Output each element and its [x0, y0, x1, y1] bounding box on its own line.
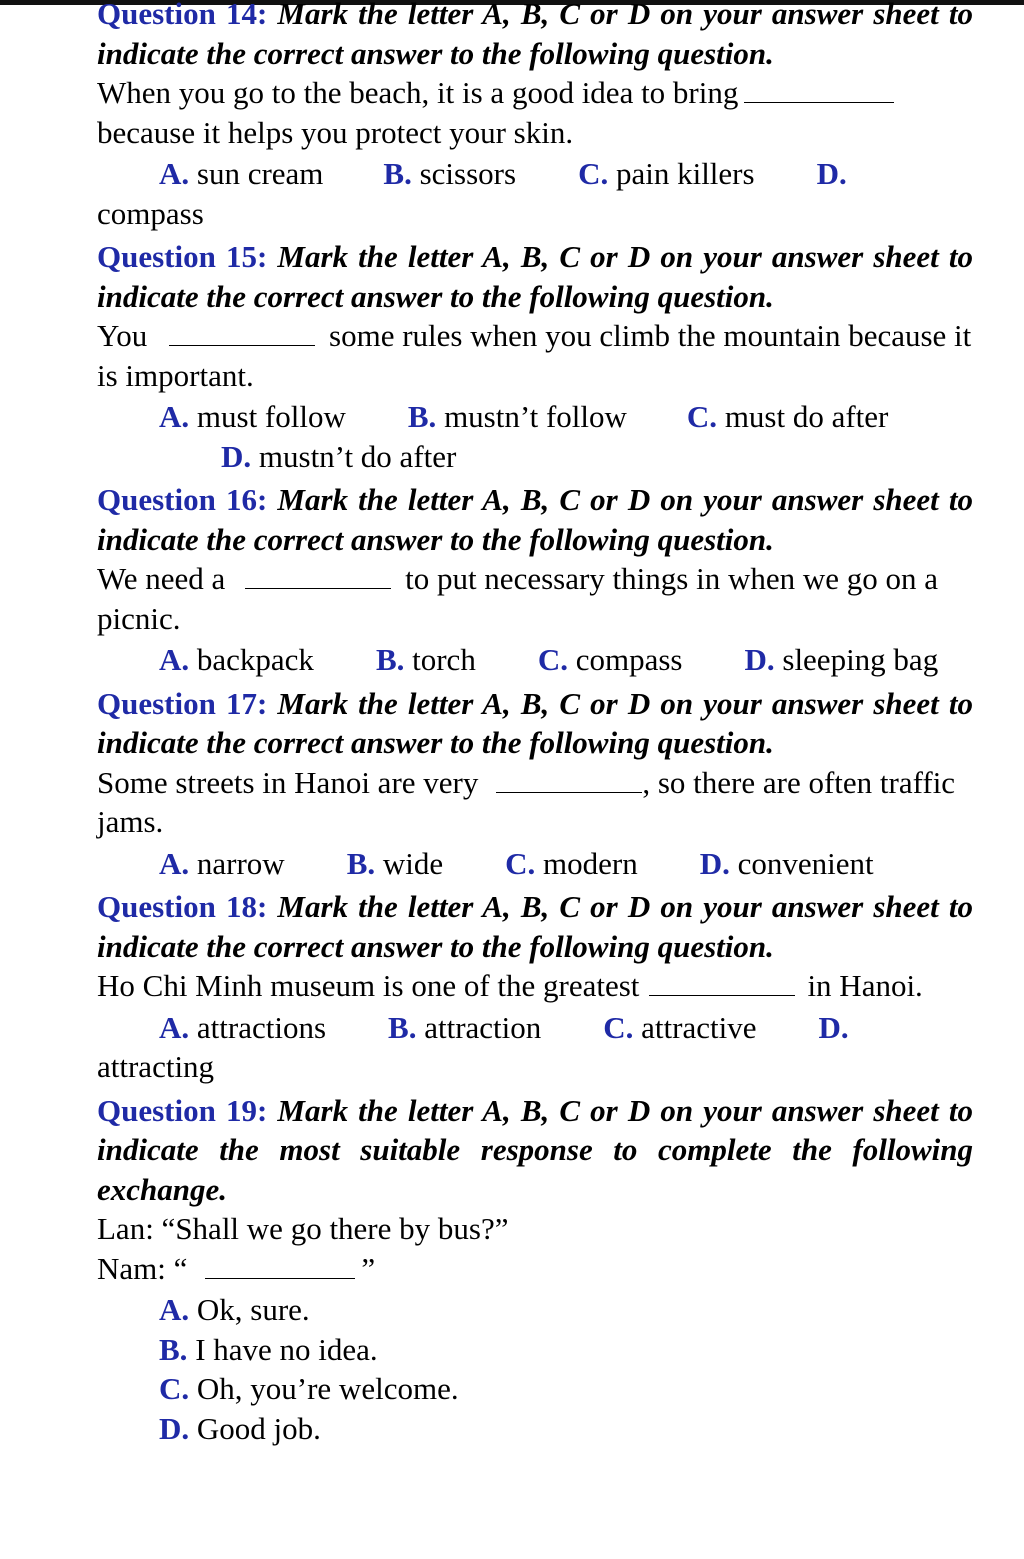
option-letter: A. — [159, 1292, 190, 1327]
stem-after: in Hanoi. — [807, 968, 923, 1003]
option-text: backpack — [196, 642, 314, 677]
option-text: pain killers — [615, 156, 755, 191]
stem-after: to put necessary things in when we go on a picnic. — [97, 561, 938, 636]
option-letter: B. — [407, 399, 437, 434]
option-letter: A. — [159, 399, 190, 434]
option-text: sun cream — [196, 156, 324, 191]
option-letter: D. — [159, 1410, 190, 1446]
option-text: narrow — [196, 845, 285, 881]
option-letter: A. — [159, 642, 190, 677]
option-letter: A. — [159, 1009, 190, 1045]
option-c[interactable] — [538, 640, 683, 680]
question-label: Question 18: — [97, 889, 268, 924]
question-14 — [97, 0, 973, 233]
question-header — [97, 237, 973, 316]
question-label: Question 17: — [97, 685, 268, 721]
option-text: torch — [412, 642, 476, 677]
option-text: sleeping bag — [782, 642, 939, 677]
option-text: wide — [382, 845, 444, 881]
option-b[interactable] — [408, 397, 627, 437]
options-row — [97, 397, 973, 437]
option-text: scissors — [419, 156, 517, 191]
option-c[interactable] — [578, 154, 755, 194]
question-header — [97, 1091, 973, 1210]
option-text: mustn’t follow — [444, 399, 627, 434]
question-19 — [97, 1091, 973, 1449]
option-letter: B. — [375, 642, 405, 677]
stem-before: When you go to the beach, it is a good idea to bring — [97, 75, 739, 110]
option-d-letter[interactable]: D. — [818, 1009, 849, 1045]
option-text: Oh, you’re welcome. — [196, 1371, 459, 1406]
option-d-line — [97, 437, 973, 477]
option-letter: C. — [686, 399, 718, 434]
option-text: mustn’t do after — [258, 438, 457, 474]
option-b[interactable] — [347, 844, 443, 884]
option-d-text[interactable]: attracting — [97, 1049, 215, 1084]
option-text: I have no idea. — [195, 1331, 378, 1367]
question-15 — [97, 237, 973, 476]
option-letter: B. — [159, 1331, 188, 1367]
option-text: attractive — [641, 1009, 757, 1045]
option-c[interactable] — [603, 1008, 756, 1048]
option-a[interactable] — [159, 397, 346, 437]
answer-blank — [649, 969, 795, 996]
option-letter: D. — [699, 845, 730, 881]
answer-blank — [205, 1252, 355, 1279]
option-letter: A. — [159, 845, 190, 881]
options-row — [97, 844, 973, 884]
option-d[interactable] — [700, 844, 874, 884]
stem-before: Ho Chi Minh museum is one of the greatest — [97, 968, 640, 1003]
stem-before: We need a — [97, 561, 226, 596]
option-a[interactable] — [159, 154, 323, 194]
dialogue-line-lan: Lan: “Shall we go there by bus?” — [97, 1211, 509, 1246]
question-instruction: Mark the letter A, B, C or D on your answer sheet to indicate the correct answer to the following question. — [97, 685, 973, 760]
question-16 — [97, 480, 973, 680]
option-text: convenient — [737, 845, 874, 881]
options-row — [97, 1008, 973, 1048]
stem-before: Some streets in Hanoi are very — [97, 764, 479, 800]
option-a[interactable] — [159, 640, 314, 680]
option-text: must follow — [196, 399, 346, 434]
stem-after: because it helps you protect your skin. — [97, 114, 574, 150]
option-letter: C. — [505, 845, 536, 881]
option-text: compass — [575, 642, 683, 677]
question-label: Question 19: — [97, 1092, 268, 1128]
answer-blank — [245, 562, 391, 589]
option-c[interactable] — [159, 1369, 973, 1409]
question-instruction: Mark the letter A, B, C or D on your answer sheet to indicate the correct answer to the following question. — [97, 482, 973, 557]
options-row — [97, 154, 973, 194]
question-stem — [97, 966, 973, 1006]
options-list — [97, 1290, 973, 1448]
option-d-text[interactable]: compass — [97, 195, 204, 231]
stem-after: some rules when you climb the mountain because it is important. — [97, 318, 972, 393]
dialogue-nam-close: ” — [361, 1250, 376, 1286]
option-c[interactable] — [505, 844, 638, 884]
question-stem — [97, 73, 973, 152]
options-row — [97, 640, 973, 680]
question-17 — [97, 684, 973, 884]
question-18 — [97, 887, 973, 1087]
option-d[interactable] — [159, 1409, 973, 1449]
option-letter: A. — [159, 156, 190, 191]
option-a[interactable] — [159, 1290, 973, 1330]
option-letter: C. — [578, 156, 609, 191]
question-label: Question 16: — [97, 482, 268, 517]
option-letter: D. — [744, 642, 775, 677]
question-label: Question 14: — [97, 0, 268, 31]
option-text: attractions — [196, 1009, 327, 1045]
question-header — [97, 887, 973, 966]
option-letter: D. — [221, 438, 252, 474]
option-letter: C. — [537, 642, 568, 677]
answer-blank — [169, 319, 315, 346]
dialogue-line-nam — [97, 1249, 973, 1289]
worksheet-page — [97, 0, 973, 1452]
option-d[interactable] — [744, 640, 938, 680]
option-letter: B. — [346, 845, 376, 881]
option-d-letter[interactable]: D. — [816, 156, 847, 191]
option-letter: B. — [388, 1009, 417, 1045]
option-b[interactable] — [376, 640, 476, 680]
question-stem — [97, 763, 973, 842]
option-letter: C. — [603, 1009, 634, 1045]
option-letter: C. — [159, 1371, 190, 1406]
question-stem — [97, 559, 973, 638]
option-text: attraction — [424, 1009, 542, 1045]
question-header — [97, 684, 973, 763]
stem-before: You — [97, 318, 148, 353]
question-header — [97, 0, 973, 73]
question-header — [97, 480, 973, 559]
option-b[interactable] — [383, 154, 516, 194]
option-b[interactable] — [388, 1008, 541, 1048]
option-letter: B. — [383, 156, 412, 191]
option-a[interactable] — [159, 1008, 326, 1048]
option-a[interactable] — [159, 844, 285, 884]
stem-after: , so there are often traffic jams. — [97, 764, 956, 839]
option-text: Ok, sure. — [196, 1292, 310, 1327]
option-d[interactable] — [221, 437, 456, 477]
question-label: Question 15: — [97, 239, 268, 274]
option-text: modern — [543, 845, 638, 881]
option-text: must do after — [724, 399, 889, 434]
question-instruction: Mark the letter A, B, C or D on your answer sheet to indicate the correct answer to the following question. — [97, 0, 973, 71]
question-instruction: Mark the letter A, B, C or D on your answer sheet to indicate the correct answer to the following question. — [97, 889, 973, 964]
option-b[interactable] — [159, 1330, 973, 1370]
dialogue-nam-open: Nam: “ — [97, 1250, 188, 1286]
option-text: Good job. — [196, 1410, 321, 1446]
question-instruction: Mark the letter A, B, C or D on your answer sheet to indicate the most suitable response to complete the following exchange. — [97, 1092, 973, 1207]
option-c[interactable] — [687, 397, 888, 437]
question-stem — [97, 316, 973, 395]
answer-blank — [744, 76, 894, 103]
answer-blank — [496, 766, 642, 793]
question-instruction: Mark the letter A, B, C or D on your answer sheet to indicate the correct answer to the following question. — [97, 239, 973, 314]
